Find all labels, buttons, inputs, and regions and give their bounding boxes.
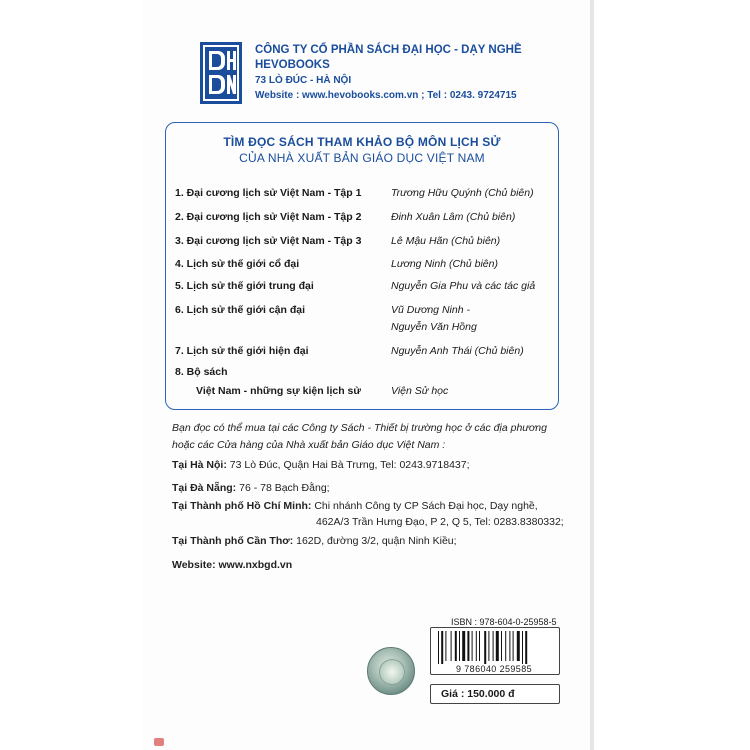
box-subtitle: CỦA NHÀ XUẤT BẢN GIÁO DỤC VIỆT NAM [239,151,485,165]
store-address: 162D, đường 3/2, quận Ninh Kiều; [293,535,457,547]
store-label: Tại Đà Nẵng: [172,482,237,494]
book-author: Nguyễn Văn Hồng [391,321,477,333]
store-label: Tại Thành phố Cần Thơ: [172,535,294,547]
store-hcm-address: 462A/3 Trần Hưng Đạo, P 2, Q 5, Tel: 0283.8380332; [316,516,564,528]
price-label: Giá : 150.000 đ [430,684,560,704]
hologram-seal-icon [367,647,415,695]
store-intro: Bạn đọc có thể mua tại các Công ty Sách - Thiết bị trường học ở các địa phương hoặc các Cửa hàng của Nhà xuất bản Giáo dục Việt Nam : [172,422,547,451]
box-title: TÌM ĐỌC SÁCH THAM KHẢO BỘ MÔN LỊCH SỬ [223,135,501,149]
store-label: Tại Hà Nội: [172,459,227,471]
book-author: Viện Sử học [391,385,449,397]
book-title: Việt Nam - những sự kiện lịch sử [196,385,361,397]
publisher-name: CÔNG TY CỔ PHẦN SÁCH ĐẠI HỌC - DẠY NGHỀ [255,44,522,56]
store-label: Tại Thành phố Hồ Chí Minh: [172,500,312,512]
book-author: Vũ Dương Ninh - [391,304,470,316]
book-author: Nguyễn Gia Phu và các tác giả [391,280,536,292]
book-title: 4. Lịch sử thế giới cổ đại [175,258,300,270]
publisher-contact: Website : www.hevobooks.com.vn ; Tel : 0243. 9724715 [255,90,517,101]
store-hcm [172,500,538,512]
book-title: 5. Lịch sử thế giới trung đại [175,280,314,292]
book-title: 2. Đại cương lịch sử Việt Nam - Tập 2 [175,211,362,223]
book-author: Đinh Xuân Lâm (Chủ biên) [391,211,516,223]
publisher-info [255,43,522,103]
store-address: Chi nhánh Công ty CP Sách Đại học, Dạy nghề, [311,500,538,512]
publisher-address: 73 LÒ ĐÚC - HÀ NỘI [255,75,352,86]
book-author: Nguyễn Anh Thái (Chủ biên) [391,345,524,357]
page-edge [590,0,594,750]
store-address: 73 Lò Đúc, Quận Hai Bà Trưng, Tel: 0243.9718437; [226,459,470,471]
store-address: 76 - 78 Bạch Đằng; [236,482,330,494]
book-title: 8. Bộ sách [175,366,228,378]
publisher-logo-icon [200,42,242,104]
book-author: Trương Hữu Quýnh (Chủ biên) [391,187,534,199]
isbn-label: ISBN : 978-604-0-25958-5 [451,617,557,627]
barcode-icon [436,631,554,665]
publisher-website: Website: www.nxbgd.vn [172,559,293,571]
store-danang [172,482,330,494]
store-hanoi [172,459,470,471]
barcode-number: 9 786040 259585 [432,664,556,674]
book-author: Lê Mậu Hãn (Chủ biên) [391,235,501,247]
book-title: 1. Đại cương lịch sử Việt Nam - Tập 1 [175,187,362,199]
book-title: 6. Lịch sử thế giới cận đại [175,304,306,316]
store-cantho [172,535,457,547]
book-title: 3. Đại cương lịch sử Việt Nam - Tập 3 [175,235,362,247]
recommended-books-box [165,122,559,410]
book-author: Lương Ninh (Chủ biên) [391,258,498,270]
book-title: 7. Lịch sử thế giới hiện đại [175,345,309,357]
watermark-icon [154,738,164,746]
publisher-brand: HEVOBOOKS [255,59,330,71]
